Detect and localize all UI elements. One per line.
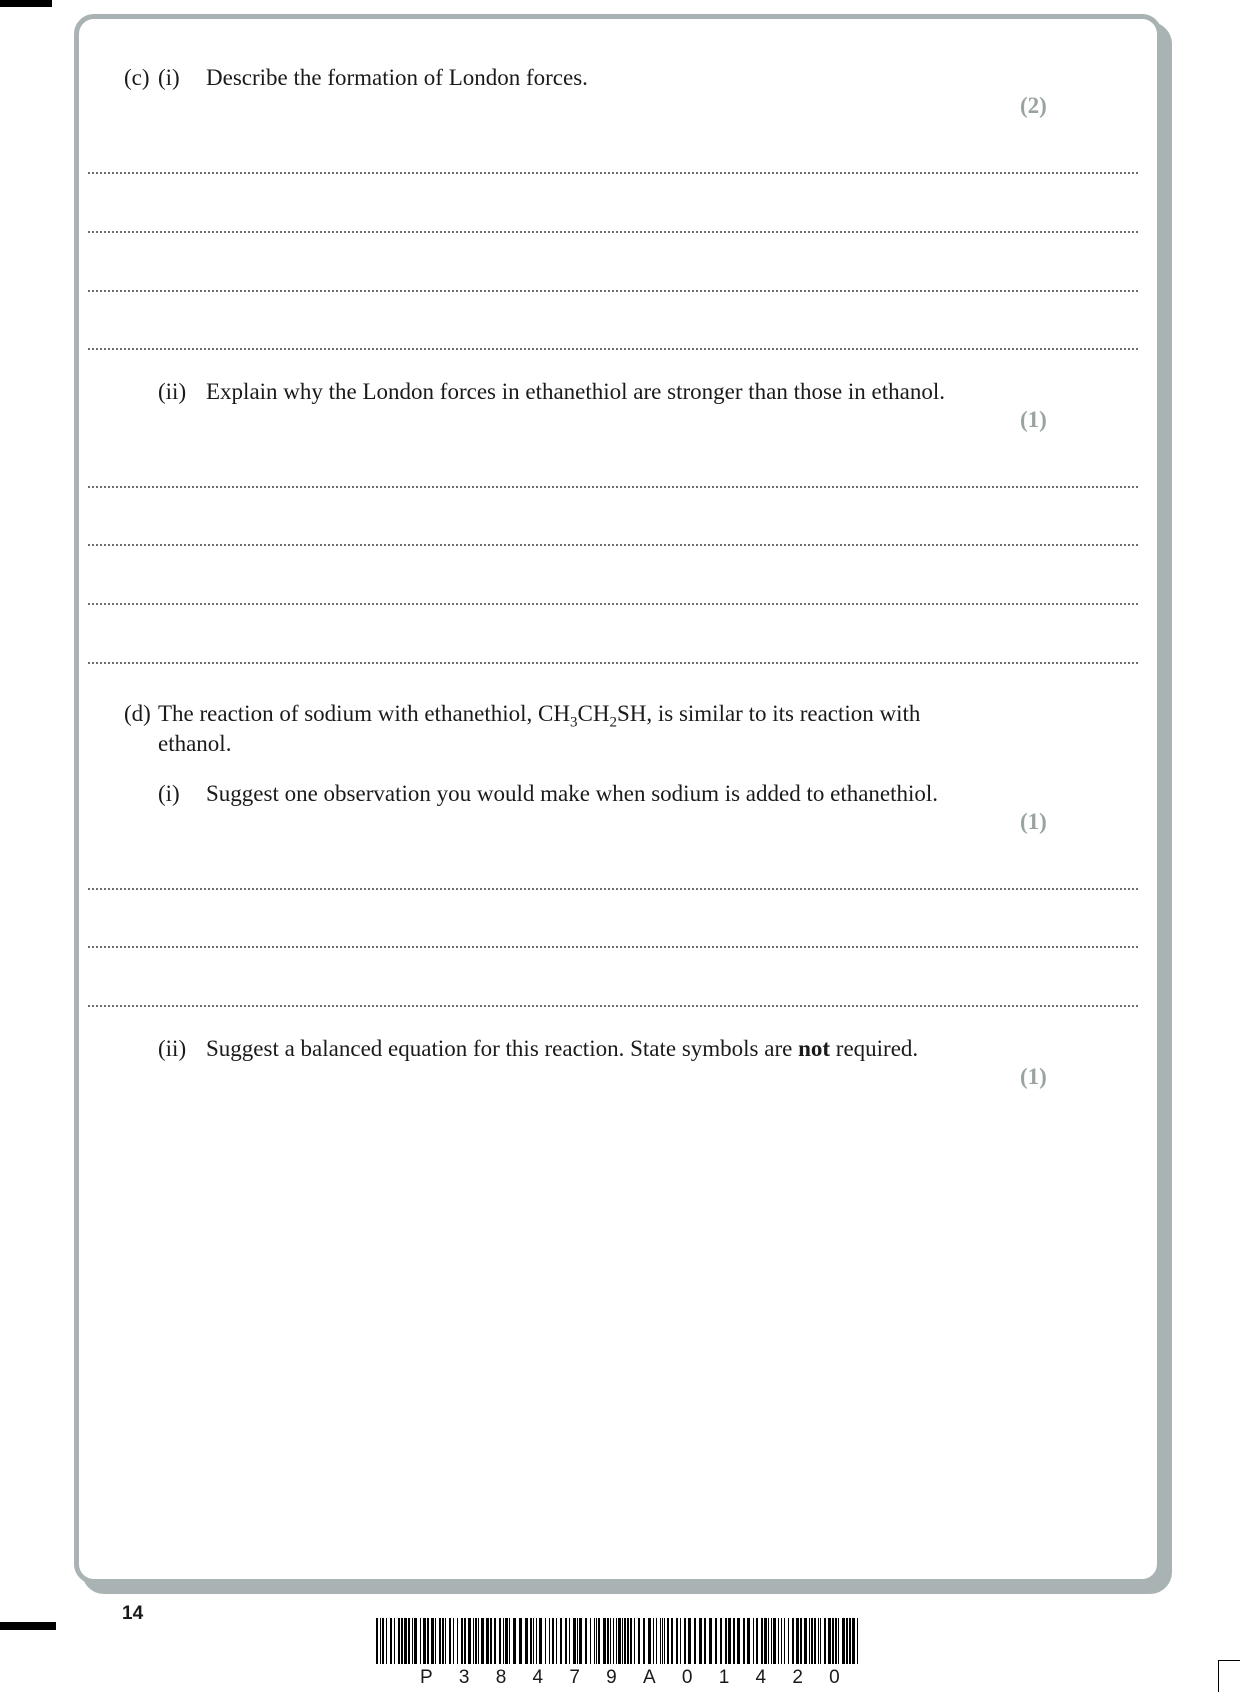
barcode-bar bbox=[401, 1618, 403, 1664]
barcode-char: P bbox=[420, 1667, 433, 1688]
barcode-bar bbox=[820, 1618, 821, 1664]
barcode-bar bbox=[468, 1618, 471, 1664]
question-d-ii-marks: (1) bbox=[1020, 1064, 1047, 1089]
barcode-bar bbox=[552, 1618, 554, 1664]
barcode-bar bbox=[398, 1618, 400, 1664]
barcode-bar bbox=[530, 1618, 532, 1664]
barcode-bar bbox=[809, 1618, 810, 1664]
barcode-bar bbox=[473, 1618, 474, 1664]
barcode-bar bbox=[753, 1618, 754, 1664]
question-d-label: (d) bbox=[124, 701, 151, 726]
barcode-bar bbox=[408, 1618, 410, 1664]
barcode-bar bbox=[676, 1618, 678, 1664]
answer-line[interactable] bbox=[88, 172, 1138, 174]
barcode-bar bbox=[598, 1618, 600, 1664]
question-d-intro-line2: ethanol. bbox=[158, 731, 232, 756]
barcode-bar bbox=[533, 1618, 534, 1664]
barcode-bar bbox=[536, 1618, 537, 1664]
d-ii-text-after: required. bbox=[830, 1036, 919, 1061]
barcode-bar bbox=[773, 1618, 776, 1664]
barcode-bar bbox=[569, 1618, 570, 1664]
barcode-bar bbox=[627, 1618, 629, 1664]
barcode-bar bbox=[838, 1618, 839, 1664]
barcode-bar bbox=[573, 1618, 576, 1664]
barcode-bar bbox=[376, 1618, 378, 1664]
barcode-char: 4 bbox=[755, 1667, 767, 1688]
question-c-label: (c) bbox=[124, 65, 150, 90]
question-c-ii-label: (ii) bbox=[158, 379, 187, 404]
question-c-ii-text: Explain why the London forces in ethanethiol are stronger than those in ethanol. bbox=[206, 379, 945, 404]
question-c-ii-marks: (1) bbox=[1020, 407, 1047, 432]
question-d-ii-label: (ii) bbox=[158, 1036, 187, 1061]
barcode-bar bbox=[549, 1618, 550, 1664]
barcode-bar bbox=[694, 1618, 696, 1664]
barcode-bar bbox=[662, 1618, 663, 1664]
barcode-bar bbox=[499, 1618, 501, 1664]
barcode-bar bbox=[814, 1618, 816, 1664]
answer-line[interactable] bbox=[88, 231, 1138, 233]
question-d-ii-text bbox=[206, 1034, 918, 1064]
barcode-bar bbox=[525, 1618, 528, 1664]
barcode-bar bbox=[545, 1618, 546, 1664]
barcode-bar bbox=[420, 1618, 421, 1664]
barcode-bar bbox=[478, 1618, 479, 1664]
barcode-bar bbox=[618, 1618, 621, 1664]
barcode-bar bbox=[435, 1618, 436, 1664]
barcode-char: 8 bbox=[495, 1667, 507, 1688]
barcode-bar bbox=[594, 1618, 595, 1664]
barcode-bar bbox=[832, 1618, 834, 1664]
barcode-bar bbox=[818, 1618, 819, 1664]
barcode-bar bbox=[667, 1618, 669, 1664]
barcode-bar bbox=[577, 1618, 578, 1664]
question-d-i-text: Suggest one observation you would make when sodium is added to ethanethiol. bbox=[206, 781, 939, 806]
barcode-bar bbox=[431, 1618, 434, 1664]
barcode-bar bbox=[445, 1618, 446, 1664]
corner-mark-top-left bbox=[0, 0, 52, 7]
answer-line[interactable] bbox=[88, 348, 1138, 350]
barcode-bar bbox=[613, 1618, 614, 1664]
barcode-bar bbox=[781, 1618, 782, 1664]
barcode-bar bbox=[556, 1618, 557, 1664]
answer-line[interactable] bbox=[88, 290, 1138, 292]
barcode-char: 7 bbox=[569, 1667, 581, 1688]
question-c-i-text: Describe the formation of London forces. bbox=[206, 65, 588, 90]
intro-subscript-1: 3 bbox=[570, 714, 578, 731]
barcode-bar bbox=[519, 1618, 522, 1664]
barcode-bar bbox=[603, 1618, 606, 1664]
barcode-bar bbox=[475, 1618, 477, 1664]
barcode-bar bbox=[653, 1618, 654, 1664]
barcode-bar bbox=[771, 1618, 772, 1664]
barcode-bar bbox=[590, 1618, 591, 1664]
answer-line[interactable] bbox=[88, 544, 1138, 546]
barcode-bar bbox=[684, 1618, 686, 1664]
barcode-char: 9 bbox=[606, 1667, 617, 1688]
barcode-bar bbox=[449, 1618, 451, 1664]
barcode-bar bbox=[800, 1618, 802, 1664]
d-ii-text-bold: not bbox=[798, 1036, 831, 1061]
intro-text-start: The reaction of sodium with ethanethiol, CH bbox=[158, 701, 570, 726]
barcode-bar bbox=[733, 1618, 735, 1664]
barcode-char: 4 bbox=[532, 1667, 544, 1688]
barcode-bar bbox=[390, 1618, 392, 1664]
barcode-bar bbox=[811, 1618, 813, 1664]
barcode-bar bbox=[824, 1618, 826, 1664]
barcode-bar bbox=[743, 1618, 745, 1664]
d-ii-text-before: Suggest a balanced equation for this reaction. State symbols are bbox=[206, 1036, 799, 1061]
barcode-bar bbox=[494, 1618, 496, 1664]
answer-space[interactable] bbox=[88, 1100, 1138, 1560]
barcode-bar bbox=[704, 1618, 706, 1664]
barcode-bar bbox=[616, 1618, 617, 1664]
question-d-i-marks: (1) bbox=[1020, 809, 1047, 834]
barcode-bar bbox=[792, 1618, 794, 1664]
barcode-bar bbox=[699, 1618, 702, 1664]
barcode-bar bbox=[747, 1618, 750, 1664]
barcode-bar bbox=[648, 1618, 651, 1664]
barcode-bar bbox=[596, 1618, 597, 1664]
barcode-bar bbox=[849, 1618, 851, 1664]
barcode-bar bbox=[404, 1618, 407, 1664]
barcode-bar bbox=[382, 1618, 384, 1664]
answer-line[interactable] bbox=[88, 486, 1138, 488]
intro-text-mid: CH bbox=[577, 701, 610, 726]
barcode-bar bbox=[624, 1618, 626, 1664]
barcode-bar bbox=[720, 1618, 722, 1664]
barcode-bar bbox=[607, 1618, 609, 1664]
barcode-bar bbox=[439, 1618, 441, 1664]
barcode-bar bbox=[835, 1618, 837, 1664]
barcode-bar bbox=[842, 1618, 845, 1664]
barcode-bar bbox=[664, 1618, 665, 1664]
barcode-bar bbox=[643, 1618, 645, 1664]
barcode-bar bbox=[784, 1618, 785, 1664]
barcode-bar bbox=[486, 1618, 489, 1664]
barcode-bar bbox=[709, 1618, 712, 1664]
barcode-bar bbox=[490, 1618, 492, 1664]
barcode-bar bbox=[505, 1618, 508, 1664]
barcode-bar bbox=[464, 1618, 466, 1664]
barcode-bar bbox=[423, 1618, 426, 1664]
barcode-bar bbox=[585, 1618, 587, 1664]
intro-subscript-2: 2 bbox=[609, 714, 617, 731]
barcode-bar bbox=[427, 1618, 429, 1664]
question-c-i-marks: (2) bbox=[1020, 93, 1047, 118]
barcode-bar bbox=[756, 1618, 758, 1664]
barcode-bar bbox=[778, 1618, 779, 1664]
question-d-i-label: (i) bbox=[158, 781, 180, 806]
barcode-text bbox=[420, 1667, 840, 1689]
barcode-bar bbox=[453, 1618, 454, 1664]
barcode-bar bbox=[788, 1618, 789, 1664]
barcode-bar bbox=[725, 1618, 727, 1664]
barcode-bar bbox=[630, 1618, 632, 1664]
answer-line[interactable] bbox=[88, 603, 1138, 605]
barcode-bar bbox=[622, 1618, 623, 1664]
barcode bbox=[376, 1618, 862, 1664]
barcode-bar bbox=[481, 1618, 484, 1664]
barcode-bar bbox=[764, 1618, 767, 1664]
barcode-bar bbox=[828, 1618, 831, 1664]
barcode-bar bbox=[768, 1618, 769, 1664]
barcode-bar bbox=[737, 1618, 740, 1664]
barcode-bar bbox=[394, 1618, 395, 1664]
barcode-bar bbox=[660, 1618, 661, 1664]
question-c-i-label: (i) bbox=[158, 65, 180, 90]
page-number: 14 bbox=[122, 1603, 144, 1624]
barcode-bar bbox=[852, 1618, 855, 1664]
answer-line[interactable] bbox=[88, 946, 1138, 948]
barcode-bar bbox=[539, 1618, 542, 1664]
barcode-char: 0 bbox=[829, 1667, 840, 1688]
barcode-bar bbox=[461, 1618, 463, 1664]
barcode-char: 3 bbox=[458, 1667, 470, 1688]
barcode-char: 2 bbox=[792, 1667, 804, 1688]
barcode-bar bbox=[442, 1618, 444, 1664]
barcode-char: A bbox=[642, 1667, 656, 1688]
barcode-bar bbox=[503, 1618, 504, 1664]
question-d-intro bbox=[158, 699, 920, 729]
barcode-bar bbox=[386, 1618, 387, 1664]
barcode-bar bbox=[560, 1618, 562, 1664]
barcode-bar bbox=[680, 1618, 681, 1664]
barcode-bar bbox=[715, 1618, 717, 1664]
answer-line[interactable] bbox=[88, 888, 1138, 890]
answer-line[interactable] bbox=[88, 1005, 1138, 1007]
barcode-bar bbox=[728, 1618, 731, 1664]
barcode-bar bbox=[610, 1618, 611, 1664]
intro-text-end: SH, is similar to its reaction with bbox=[616, 701, 921, 726]
crop-mark-bottom-right bbox=[1218, 1660, 1240, 1692]
barcode-bar bbox=[634, 1618, 635, 1664]
barcode-bar bbox=[761, 1618, 763, 1664]
barcode-bar bbox=[457, 1618, 458, 1664]
answer-line[interactable] bbox=[88, 662, 1138, 664]
barcode-bar bbox=[380, 1618, 381, 1664]
barcode-bar bbox=[671, 1618, 673, 1664]
barcode-bar bbox=[857, 1618, 858, 1664]
barcode-bar bbox=[688, 1618, 691, 1664]
barcode-bar bbox=[412, 1618, 413, 1664]
barcode-bar bbox=[846, 1618, 848, 1664]
corner-mark-bottom-left bbox=[0, 1622, 56, 1630]
barcode-bar bbox=[513, 1618, 516, 1664]
barcode-bar bbox=[579, 1618, 582, 1664]
barcode-bar bbox=[656, 1618, 657, 1664]
barcode-bar bbox=[804, 1618, 807, 1664]
barcode-bar bbox=[565, 1618, 567, 1664]
barcode-bar bbox=[796, 1618, 799, 1664]
barcode-bar bbox=[638, 1618, 640, 1664]
barcode-char: 0 bbox=[681, 1667, 693, 1688]
barcode-bar bbox=[414, 1618, 417, 1664]
barcode-char: 1 bbox=[718, 1667, 730, 1688]
barcode-bar bbox=[509, 1618, 510, 1664]
